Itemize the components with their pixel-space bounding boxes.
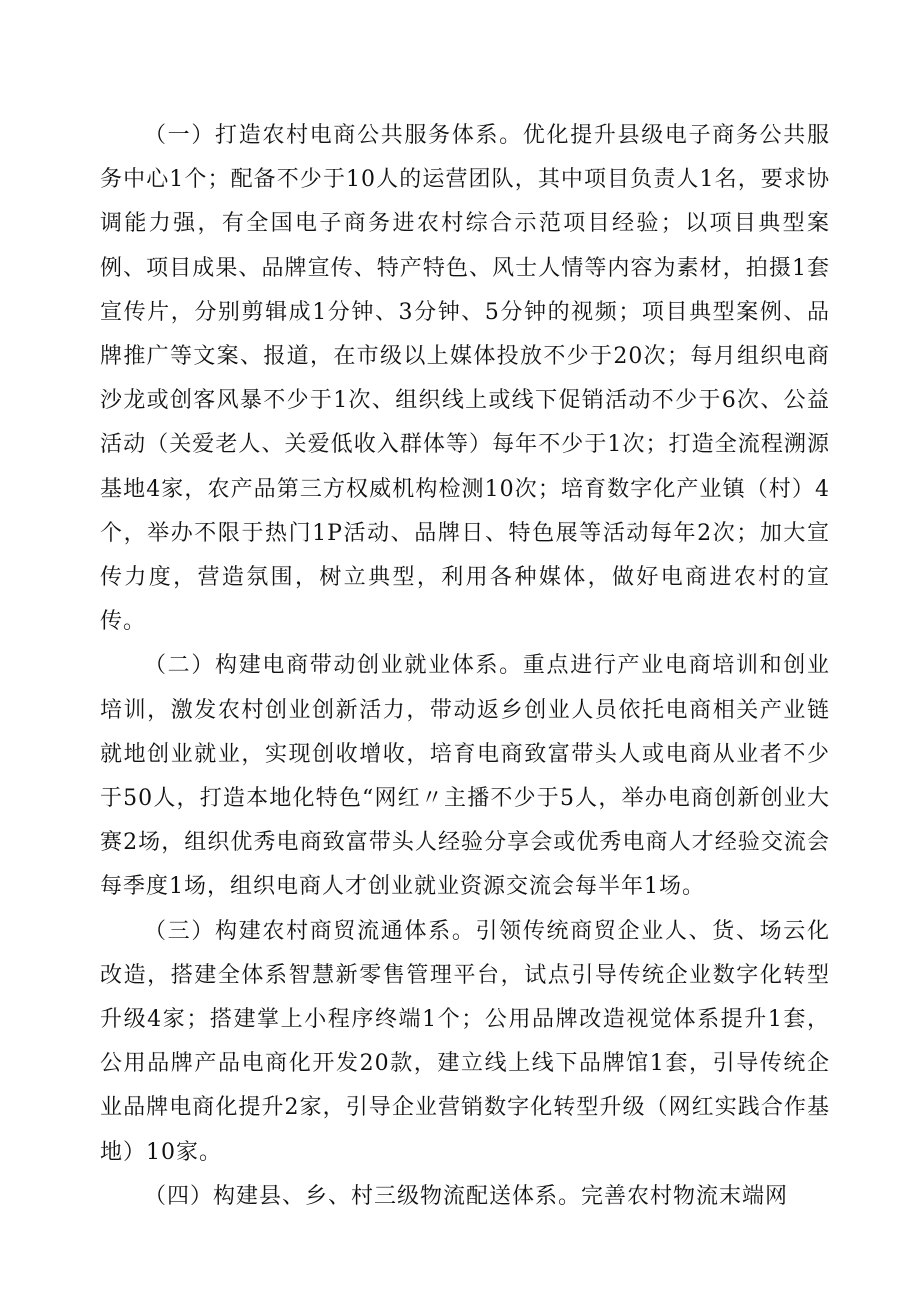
paragraph-3: （三）构建农村商贸流通体系。引领传统商贸企业人、货、场云化改造，搭建全体系智慧新零售管理平台，试点引导传统企业数字化转型升级4家；搭建掌上小程序终端1个；公用品牌改造视觉体系提升1套，公用品牌产品电商化开发20款，建立线上线下品牌馆1套，引导传统企业品牌电商化提升2家，引导企业营销数字化转型升级（网红实践合作基地）10家。 xyxy=(100,918,830,1165)
document-body xyxy=(100,114,830,1219)
paragraph-1: （一）打造农村电商公共服务体系。优化提升县级电子商务公共服务中心1个；配备不少于10人的运营团队，其中项目负责人1名，要求协调能力强，有全国电子商务进农村综合示范项目经验；以项目典型案例、项目成果、品牌宣传、特产特色、风士人情等内容为素材，拍摄1套宣传片，分别剪辑成1分钟、3分钟、5分钟的视频；项目典型案例、品牌推广等文案、报道，在市级以上媒体投放不少于20次；每月组织电商沙龙或创客风暴不少于1次、组织线上或线下促销活动不少于6次、公益活动（关爱老人、关爱低收入群体等）每年不少于1次；打造全流程溯源基地4家，农产品第三方权威机构检测10次；培育数字化产业镇（村）4个，举办不限于热门1P活动、品牌日、特色展等活动每年2次；加大宣传力度，营造氛围，树立典型，利用各种媒体，做好电商进农村的宣传。 xyxy=(100,123,830,635)
paragraph-2: （二）构建电商带动创业就业体系。重点进行产业电商培训和创业培训，激发农村创业创新活力，带动返乡创业人员依托电商相关产业链就地创业就业，实现创收增收，培育电商致富带头人或电商从业者不少于50人，打造本地化特色“网红〃主播不少于5人，举办电商创新创业大赛2场，组织优秀电商致富带头人经验分享会或优秀电商人才经验交流会每季度1场，组织电商人才创业就业资源交流会每半年1场。 xyxy=(100,653,830,900)
paragraph-4: （四）构建县、乡、村三级物流配送体系。完善农村物流末端网 xyxy=(144,1183,789,1209)
